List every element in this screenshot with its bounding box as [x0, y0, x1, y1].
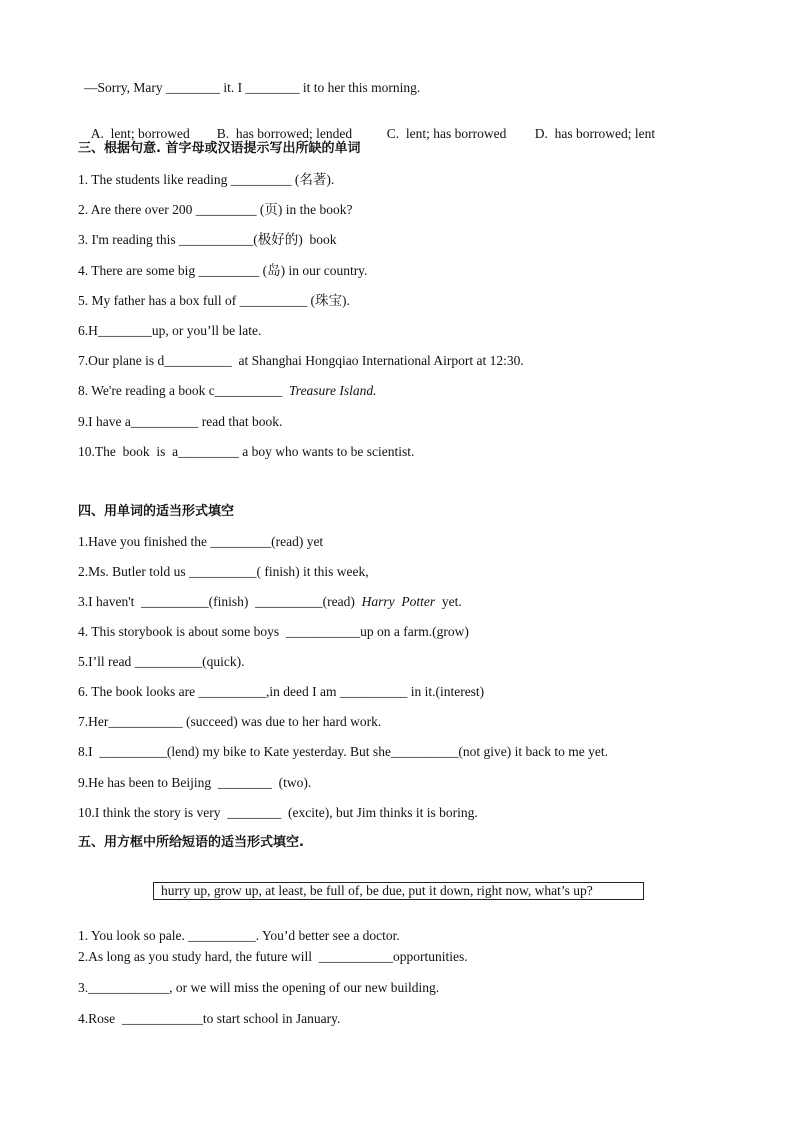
- section3-item-4: 4. There are some big _________ (岛) in our country.: [78, 263, 368, 278]
- section3-item-5: 5. My father has a box full of __________ (珠宝).: [78, 293, 350, 308]
- section5-heading: 五、用方框中所给短语的适当形式填空.: [78, 835, 304, 850]
- section4-item-3: [78, 594, 462, 610]
- section4-item-5: 5.I’ll read __________(quick).: [78, 654, 245, 669]
- section4-item-4: 4. This storybook is about some boys ___________up on a farm.(grow): [78, 624, 469, 639]
- section5-item-1: 1. You look so pale. __________. You’d better see a doctor.: [78, 928, 400, 943]
- book-title: Harry Potter: [361, 594, 436, 609]
- section4-item-2: 2.Ms. Butler told us __________( finish) it this week,: [78, 564, 369, 579]
- option-c: C. lent; has borrowed: [386, 126, 507, 141]
- section3-item-8: [78, 383, 377, 399]
- section3-item-1: 1. The students like reading _________ (名著).: [78, 172, 335, 187]
- section3-item-2: 2. Are there over 200 _________ (页) in the book?: [78, 202, 353, 217]
- section3-heading: 三、根据句意. 首字母或汉语提示写出所缺的单词: [78, 141, 361, 156]
- section4-item-3-text: 3.I haven't __________(finish) __________(read): [78, 594, 362, 609]
- section4-item-9: 9.He has been to Beijing ________ (two).: [78, 775, 312, 790]
- section5-item-3: 3.____________, or we will miss the opening of our new building.: [78, 980, 440, 995]
- section4-item-1: 1.Have you finished the _________(read) yet: [78, 534, 324, 549]
- dialogue-line: —Sorry, Mary ________ it. I ________ it to her this morning.: [84, 80, 421, 95]
- answer-options: [84, 110, 655, 142]
- section3-item-7: 7.Our plane is d__________ at Shanghai Hongqiao International Airport at 12:30.: [78, 353, 524, 368]
- section4-item-6: 6. The book looks are __________,in deed I am __________ in it.(interest): [78, 684, 485, 699]
- section3-item-6: 6.H________up, or you’ll be late.: [78, 323, 262, 338]
- section4-heading: 四、用单词的适当形式填空: [78, 504, 235, 519]
- section4-item-8: 8.I __________(lend) my bike to Kate yesterday. But she__________(not give) it back to me yet.: [78, 744, 609, 759]
- section5-item-2: 2.As long as you study hard, the future will ___________opportunities.: [78, 949, 468, 964]
- book-title: Treasure Island.: [289, 383, 377, 398]
- section4-item-3-suffix: yet.: [435, 594, 462, 609]
- option-b: B. has borrowed; lended: [216, 126, 353, 141]
- section5-item-4: 4.Rose ____________to start school in January.: [78, 1011, 341, 1026]
- section4-item-7: 7.Her___________ (succeed) was due to her hard work.: [78, 714, 382, 729]
- option-d: D. has borrowed; lent: [534, 126, 656, 141]
- section3-item-3: 3. I'm reading this ___________(极好的) book: [78, 232, 337, 247]
- section3-item-9: 9.I have a__________ read that book.: [78, 414, 283, 429]
- option-a: A. lent; borrowed: [90, 126, 190, 141]
- section3-item-8-text: 8. We're reading a book c__________: [78, 383, 290, 398]
- section4-item-10: 10.I think the story is very ________ (excite), but Jim thinks it is boring.: [78, 805, 478, 820]
- section3-item-10: 10.The book is a_________ a boy who wants to be scientist.: [78, 444, 415, 459]
- phrase-box: hurry up, grow up, at least, be full of, be due, put it down, right now, what’s up?: [153, 882, 644, 900]
